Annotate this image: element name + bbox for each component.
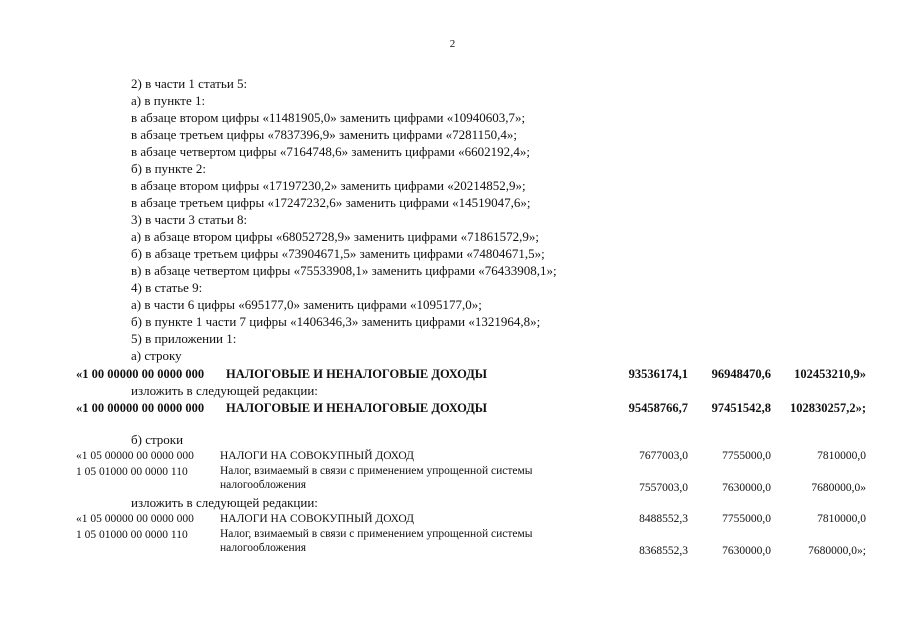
table-row bbox=[76, 511, 866, 527]
row-name: НАЛОГИ НА СОВОКУПНЫЙ ДОХОД bbox=[220, 513, 414, 525]
row-value-1: 7557003,0 bbox=[639, 482, 688, 494]
amendment-line: в) в абзаце четвертом цифры «75533908,1» заменить цифрами «76433908,1»; bbox=[131, 263, 557, 278]
amendment-line: б) строки bbox=[131, 432, 184, 447]
row-value-2: 7755000,0 bbox=[722, 513, 771, 525]
amendment-line: изложить в следующей редакции: bbox=[131, 495, 318, 510]
amendment-line: а) строку bbox=[131, 348, 182, 363]
row-value-3: 7810000,0 bbox=[817, 450, 866, 462]
row-code: «1 05 00000 00 0000 000 bbox=[76, 513, 194, 525]
row-value-1: 8368552,3 bbox=[639, 545, 688, 557]
amendment-line: в абзаце втором цифры «11481905,0» заменить цифрами «10940603,7»; bbox=[131, 110, 526, 125]
amendment-line: в абзаце третьем цифры «17247232,6» заменить цифрами «14519047,6»; bbox=[131, 195, 531, 210]
row-name: НАЛОГИ НА СОВОКУПНЫЙ ДОХОД bbox=[220, 450, 414, 462]
row-name-continued: налогообложения bbox=[220, 479, 307, 491]
amendment-line: б) в пункте 2: bbox=[131, 161, 206, 176]
row-value-3: 7810000,0 bbox=[817, 513, 866, 525]
row-value-2: 7630000,0 bbox=[722, 482, 771, 494]
table-row bbox=[76, 527, 866, 559]
table-row bbox=[76, 400, 866, 416]
row-name: Налог, взимаемый в связи с применением упрощенной системы bbox=[220, 528, 533, 540]
table-row bbox=[76, 464, 866, 496]
row-code: «1 00 00000 00 0000 000 bbox=[76, 367, 205, 381]
amendment-line: в абзаце четвертом цифры «7164748,6» заменить цифрами «6602192,4»; bbox=[131, 144, 530, 159]
amendment-line: изложить в следующей редакции: bbox=[131, 383, 318, 398]
row-code: 1 05 01000 00 0000 110 bbox=[76, 466, 188, 478]
row-name-continued: налогообложения bbox=[220, 542, 307, 554]
row-value-2: 7755000,0 bbox=[722, 450, 771, 462]
amendment-line: 2) в части 1 статьи 5: bbox=[131, 76, 248, 91]
row-value-2: 96948470,6 bbox=[711, 367, 771, 381]
row-name: Налог, взимаемый в связи с применением упрощенной системы bbox=[220, 465, 533, 477]
table-row bbox=[76, 448, 866, 464]
row-code: 1 05 01000 00 0000 110 bbox=[76, 529, 188, 541]
row-value-1: 93536174,1 bbox=[628, 367, 688, 381]
amendment-line: б) в абзаце третьем цифры «73904671,5» заменить цифрами «74804671,5»; bbox=[131, 246, 545, 261]
row-code: «1 05 00000 00 0000 000 bbox=[76, 450, 194, 462]
amendment-line: в абзаце втором цифры «17197230,2» заменить цифрами «20214852,9»; bbox=[131, 178, 526, 193]
amendment-line: 3) в части 3 статьи 8: bbox=[131, 212, 248, 227]
row-value-3: 102830257,2»; bbox=[789, 401, 866, 415]
row-value-2: 97451542,8 bbox=[711, 401, 771, 415]
row-name: НАЛОГОВЫЕ И НЕНАЛОГОВЫЕ ДОХОДЫ bbox=[226, 401, 488, 415]
row-value-3: 7680000,0»; bbox=[808, 545, 866, 557]
amendment-line: в абзаце третьем цифры «7837396,9» заменить цифрами «7281150,4»; bbox=[131, 127, 518, 142]
row-value-1: 7677003,0 bbox=[639, 450, 688, 462]
amendment-line: 5) в приложении 1: bbox=[131, 331, 237, 346]
row-value-2: 7630000,0 bbox=[722, 545, 771, 557]
row-value-1: 8488552,3 bbox=[639, 513, 688, 525]
row-value-3: 102453210,9» bbox=[794, 367, 866, 381]
amendment-line: а) в абзаце втором цифры «68052728,9» заменить цифрами «71861572,9»; bbox=[131, 229, 539, 244]
amendment-line: а) в части 6 цифры «695177,0» заменить цифрами «1095177,0»; bbox=[131, 297, 482, 312]
row-code: «1 00 00000 00 0000 000 bbox=[76, 401, 205, 415]
amendment-line: 4) в статье 9: bbox=[131, 280, 203, 295]
page-number: 2 bbox=[449, 38, 456, 50]
table-row bbox=[76, 366, 866, 382]
row-value-1: 95458766,7 bbox=[628, 401, 688, 415]
row-value-3: 7680000,0» bbox=[811, 482, 866, 494]
row-name: НАЛОГОВЫЕ И НЕНАЛОГОВЫЕ ДОХОДЫ bbox=[226, 367, 488, 381]
amendment-line: б) в пункте 1 части 7 цифры «1406346,3» заменить цифрами «1321964,8»; bbox=[131, 314, 541, 329]
amendment-line: а) в пункте 1: bbox=[131, 93, 206, 108]
